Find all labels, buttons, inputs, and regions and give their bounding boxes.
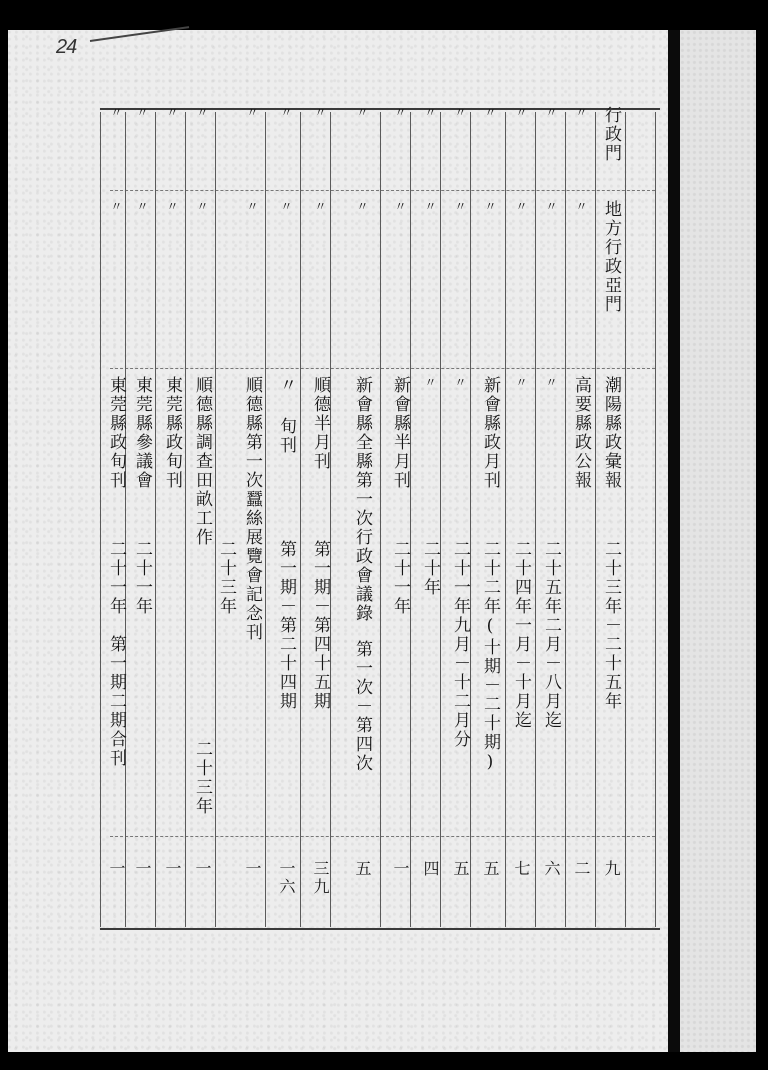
count-cell: 三九 (311, 860, 330, 896)
column-rule (625, 112, 626, 927)
count-cell: 一 (243, 860, 262, 878)
table-row (306, 100, 334, 930)
period-cell: 二十二年(十期－二十期) (480, 540, 500, 774)
subcategory-cell: 〃 (453, 200, 467, 212)
category-cell: 〃 (135, 106, 149, 118)
subcategory-cell: 〃 (313, 200, 327, 212)
subcategory-cell: 〃 (574, 200, 588, 212)
period-cell: 二十一年 (390, 540, 410, 616)
category-cell: 〃 (245, 106, 259, 118)
count-cell: 七 (512, 860, 531, 878)
title-cell: 〃 (423, 376, 437, 388)
count-cell: 五 (481, 860, 500, 878)
period-cell: 二十三年－二十五年 (601, 540, 621, 711)
table-row (386, 100, 414, 930)
table-row (416, 100, 444, 930)
count-cell: 六 (542, 860, 561, 878)
page-corner-mark: 24 (56, 36, 77, 58)
column-rule (505, 112, 506, 927)
subcategory-cell: 〃 (544, 200, 558, 212)
category-cell: 〃 (165, 106, 179, 118)
category-cell: 〃 (514, 106, 528, 118)
title-cell: 〃 (544, 376, 558, 388)
subcategory-cell: 地方行政亞門 (601, 200, 621, 314)
count-cell: 一六 (277, 860, 296, 896)
column-rule (595, 112, 596, 927)
category-cell: 〃 (109, 106, 123, 118)
category-cell: 〃 (313, 106, 327, 118)
title-cell: 順德縣調查田畝工作 (192, 376, 212, 547)
count-cell: 五 (451, 860, 470, 878)
title-cell: 新會縣全縣第一次行政會議錄 (352, 376, 372, 623)
table-row (216, 100, 266, 930)
category-cell: 〃 (279, 106, 293, 118)
subcategory-cell: 〃 (135, 200, 149, 212)
period-cell: 二十三年 (216, 540, 236, 616)
count-cell: 一 (107, 860, 126, 878)
count-cell: 一 (193, 860, 212, 878)
subcategory-cell: 〃 (514, 200, 528, 212)
subcategory-cell: 〃 (195, 200, 209, 212)
column-rule (655, 112, 656, 927)
category-cell: 〃 (483, 106, 497, 118)
period-cell: 第一期－第四十五期 (310, 540, 330, 711)
category-cell: 〃 (355, 106, 369, 118)
table-row (272, 100, 300, 930)
category-cell: 〃 (574, 106, 588, 118)
count-cell: 九 (602, 860, 621, 878)
subcategory-cell: 〃 (423, 200, 437, 212)
period-cell: 第一期－第二十四期 (276, 540, 296, 711)
count-cell: 一 (133, 860, 152, 878)
period-cell: 二十三年 (192, 740, 212, 816)
column-rule (565, 112, 566, 927)
category-cell: 行政門 (601, 106, 621, 163)
subcategory-cell: 〃 (165, 200, 179, 212)
category-cell: 〃 (544, 106, 558, 118)
title-cell: 東莞縣參議會 (132, 376, 152, 490)
category-cell: 〃 (453, 106, 467, 118)
period-cell: 二十一年九月－十二月分 (450, 540, 470, 749)
table-row (102, 100, 130, 930)
subcategory-cell: 〃 (483, 200, 497, 212)
count-cell: 二 (572, 860, 591, 878)
title-cell: 〃 (453, 376, 467, 388)
count-cell: 五 (353, 860, 372, 878)
period-cell: 二十四年一月－十月迄 (511, 540, 531, 730)
book-spine (668, 30, 680, 1052)
table-row (158, 100, 186, 930)
category-cell: 〃 (423, 106, 437, 118)
count-cell: 四 (421, 860, 440, 878)
count-cell: 一 (391, 860, 410, 878)
facing-page-strip (680, 30, 756, 1052)
subcategory-cell: 〃 (109, 200, 123, 212)
period-cell: 二十五年二月－八月迄 (541, 540, 561, 730)
title-cell: 新會縣半月刊 (390, 376, 410, 490)
category-cell: 〃 (393, 106, 407, 118)
table-row (188, 100, 216, 930)
subcategory-cell: 〃 (245, 200, 259, 212)
table-row (597, 100, 625, 930)
title-cell: 高要縣政公報 (571, 376, 591, 490)
title-cell: 順德半月刊 (310, 376, 330, 471)
table-row (507, 100, 535, 930)
title-cell: 〃 旬刊 (276, 376, 296, 455)
column-rule (100, 112, 101, 927)
table-row (348, 100, 378, 930)
title-cell: 東莞縣政旬刊 (162, 376, 182, 490)
title-cell: 〃 (514, 376, 528, 388)
subcategory-cell: 〃 (279, 200, 293, 212)
table-row (567, 100, 595, 930)
title-cell: 東莞縣政旬刊 (106, 376, 126, 490)
period-cell: 第一次－第四次 (352, 640, 372, 773)
category-cell: 〃 (195, 106, 209, 118)
table-row (537, 100, 565, 930)
column-rule (535, 112, 536, 927)
period-cell: 二十一年 第一期二期合刊 (106, 540, 126, 768)
column-rule (380, 112, 381, 927)
title-cell: 潮陽縣政彙報 (601, 376, 621, 490)
title-cell: 新會縣政月刊 (480, 376, 500, 490)
subcategory-cell: 〃 (355, 200, 369, 212)
table-row (128, 100, 156, 930)
count-cell: 一 (163, 860, 182, 878)
table-row (446, 100, 474, 930)
column-rule (300, 112, 301, 927)
subcategory-cell: 〃 (393, 200, 407, 212)
period-cell: 二十年 (420, 540, 440, 597)
table-row (476, 100, 504, 930)
period-cell: 二十一年 (132, 540, 152, 616)
title-cell: 順德縣第一次蠶絲展覽會記念刊 (242, 376, 262, 642)
